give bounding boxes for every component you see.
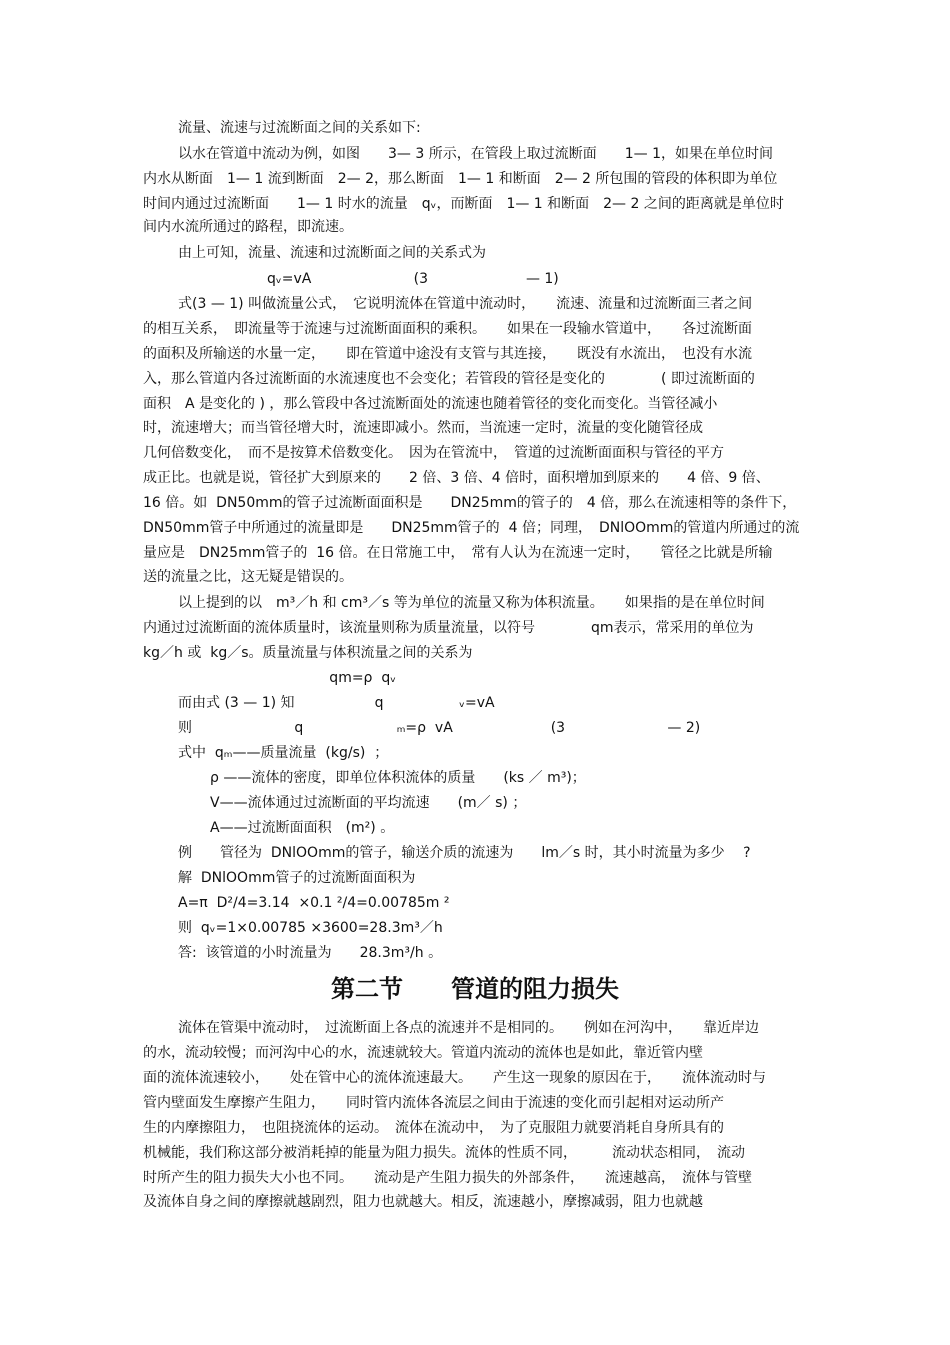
example-line: A=π D²/4=3.14 ×0.1 ²/4=0.00785m ² [178,895,450,911]
paragraph-line: 面积 A 是变化的 ) ，那么管段中各过流断面处的流速也随着管径的变化而变化。当管径减小 [143,396,718,412]
paragraph-line: 的水，流动较慢；而河沟中心的水，流速就较大。管道内流动的流体也是如此，靠近管内壁 [143,1045,703,1061]
paragraph-line: 的相互关系， 即流量等于流速与过流断面面积的乘积。 如果在一段输水管道中， 各过流断面 [143,321,752,337]
example-line: 解 DNlOOmm管子的过流断面面积为 [178,870,416,886]
paragraph-line: 流量、流速与过流断面之间的关系如下: [178,120,421,136]
formula-line: qm=ρ qᵥ [178,670,397,686]
paragraph-line: 间内水流所通过的路程，即流速。 [143,219,353,235]
paragraph-line: 面的流体流速较小， 处在管中心的流体流速最大。 产生这一现象的原因在于， 流体流动时与 [143,1070,766,1086]
paragraph-line: 几何倍数变化， 而不是按算术倍数变化。 因为在管流中， 管道的过流断面面积与管径的平方 [143,445,724,461]
paragraph-line: 管内壁面发生摩擦产生阻力， 同时管内流体各流层之间由于流速的变化而引起相对运动所产 [143,1095,724,1111]
paragraph-line: 送的流量之比，这无疑是错误的。 [143,569,353,585]
definition-line: ρ ——流体的密度，即单位体积流体的质量 (ks ／ m³)； [210,770,586,786]
definition-line: A——过流断面面积 (m²) 。 [210,820,395,836]
paragraph-line: 以上提到的以 m³／h 和 cm³／s 等为单位的流量又称为体积流量。 如果指的是在单位时间 [178,595,765,611]
paragraph-line: 机械能，我们称这部分被消耗掉的能量为阻力损失。流体的性质不同， 流动状态相同， 流动 [143,1145,745,1161]
definition-line: V——流体通过过流断面的平均流速 (m／ s) ； [210,795,527,811]
paragraph-line: 入，那么管道内各过流断面的水流速度也不会变化；若管段的管径是变化的 ( 即过流断面的 [143,371,755,387]
example-line: 例 管径为 DNlOOmm的管子，输送介质的流速为 lm／s 时，其小时流量为多少 ? [178,845,751,861]
paragraph-line: 式(3 — 1) 叫做流量公式， 它说明流体在管道中流动时， 流速、流量和过流断面三者之间 [178,296,753,312]
paragraph-line: 生的内摩擦阻力， 也阻挠流体的运动。 流体在流动中， 为了克服阻力就要消耗自身所具有的 [143,1120,724,1136]
paragraph-line: 由上可知，流量、流速和过流断面之间的关系式为 [178,245,486,261]
formula-line: 而由式 (3 — 1) 知 q ᵥ=vA [178,695,495,711]
paragraph-line: 内水从断面 1— 1 流到断面 2— 2，那么断面 1— 1 和断面 2— 2 所包围的管段的体积即为单位 [143,171,778,187]
formula-line: 则 q ₘ=ρ vA (3 — 2) [178,720,701,736]
paragraph-line: 内通过过流断面的流体质量时，该流量则称为质量流量，以符号 qm表示，常采用的单位为 [143,620,754,636]
paragraph-line: 时间内通过过流断面 1— 1 时水的流量 qᵥ，而断面 1— 1 和断面 2— 2 之间的距离就是单位时 [143,196,784,212]
paragraph-line: 时所产生的阻力损失大小也不同。 流动是产生阻力损失的外部条件， 流速越高， 流体与管壁 [143,1170,752,1186]
paragraph-line: 量应是 DN25mm管子的 16 倍。在日常施工中， 常有人认为在流速一定时， 管径之比就是所输 [143,545,773,561]
paragraph-line: 及流体自身之间的摩擦就越剧烈，阻力也就越大。相反，流速越小，摩擦减弱，阻力也就越 [143,1194,703,1210]
paragraph-line: kg／h 或 kg／s。质量流量与体积流量之间的关系为 [143,645,473,661]
paragraph-line: 时，流速增大；而当管径增大时，流速即减小。然而，当流速一定时，流量的变化随管径成 [143,420,703,436]
paragraph-line: 成正比。也就是说，管径扩大到原来的 2 倍、3 倍、4 倍时，面积增加到原来的 4 倍、9 倍、 [143,470,770,486]
section-heading: 第二节 管道的阻力损失 [331,974,619,1003]
paragraph-line: 流体在管渠中流动时， 过流断面上各点的流速并不是相同的。 例如在河沟中， 靠近岸边 [178,1020,759,1036]
paragraph-line: DN50mm管子中所通过的流量即是 DN25mm管子的 4 倍；同理， DNlOOmm的管道内所通过的流 [143,520,800,536]
example-line: 则 qᵥ=1×0.00785 ×3600=28.3m³／h [178,920,443,936]
paragraph-line: 16 倍。如 DN50mm的管子过流断面面积是 DN25mm的管子的 4 倍，那么在流速相等的条件下， [143,495,797,511]
formula-line: qᵥ=vA (3 — 1) [178,271,559,287]
definition-line: 式中 qₘ——质量流量 (kg/s) ； [178,745,389,761]
paragraph-line: 以水在管道中流动为例，如图 3— 3 所示，在管段上取过流断面 1— 1，如果在单位时间 [178,146,773,162]
example-line: 答: 该管道的小时流量为 28.3m³/h 。 [178,945,443,961]
paragraph-line: 的面积及所输送的水量一定， 即在管道中途没有支管与其连接， 既没有水流出， 也没有水流 [143,346,752,362]
